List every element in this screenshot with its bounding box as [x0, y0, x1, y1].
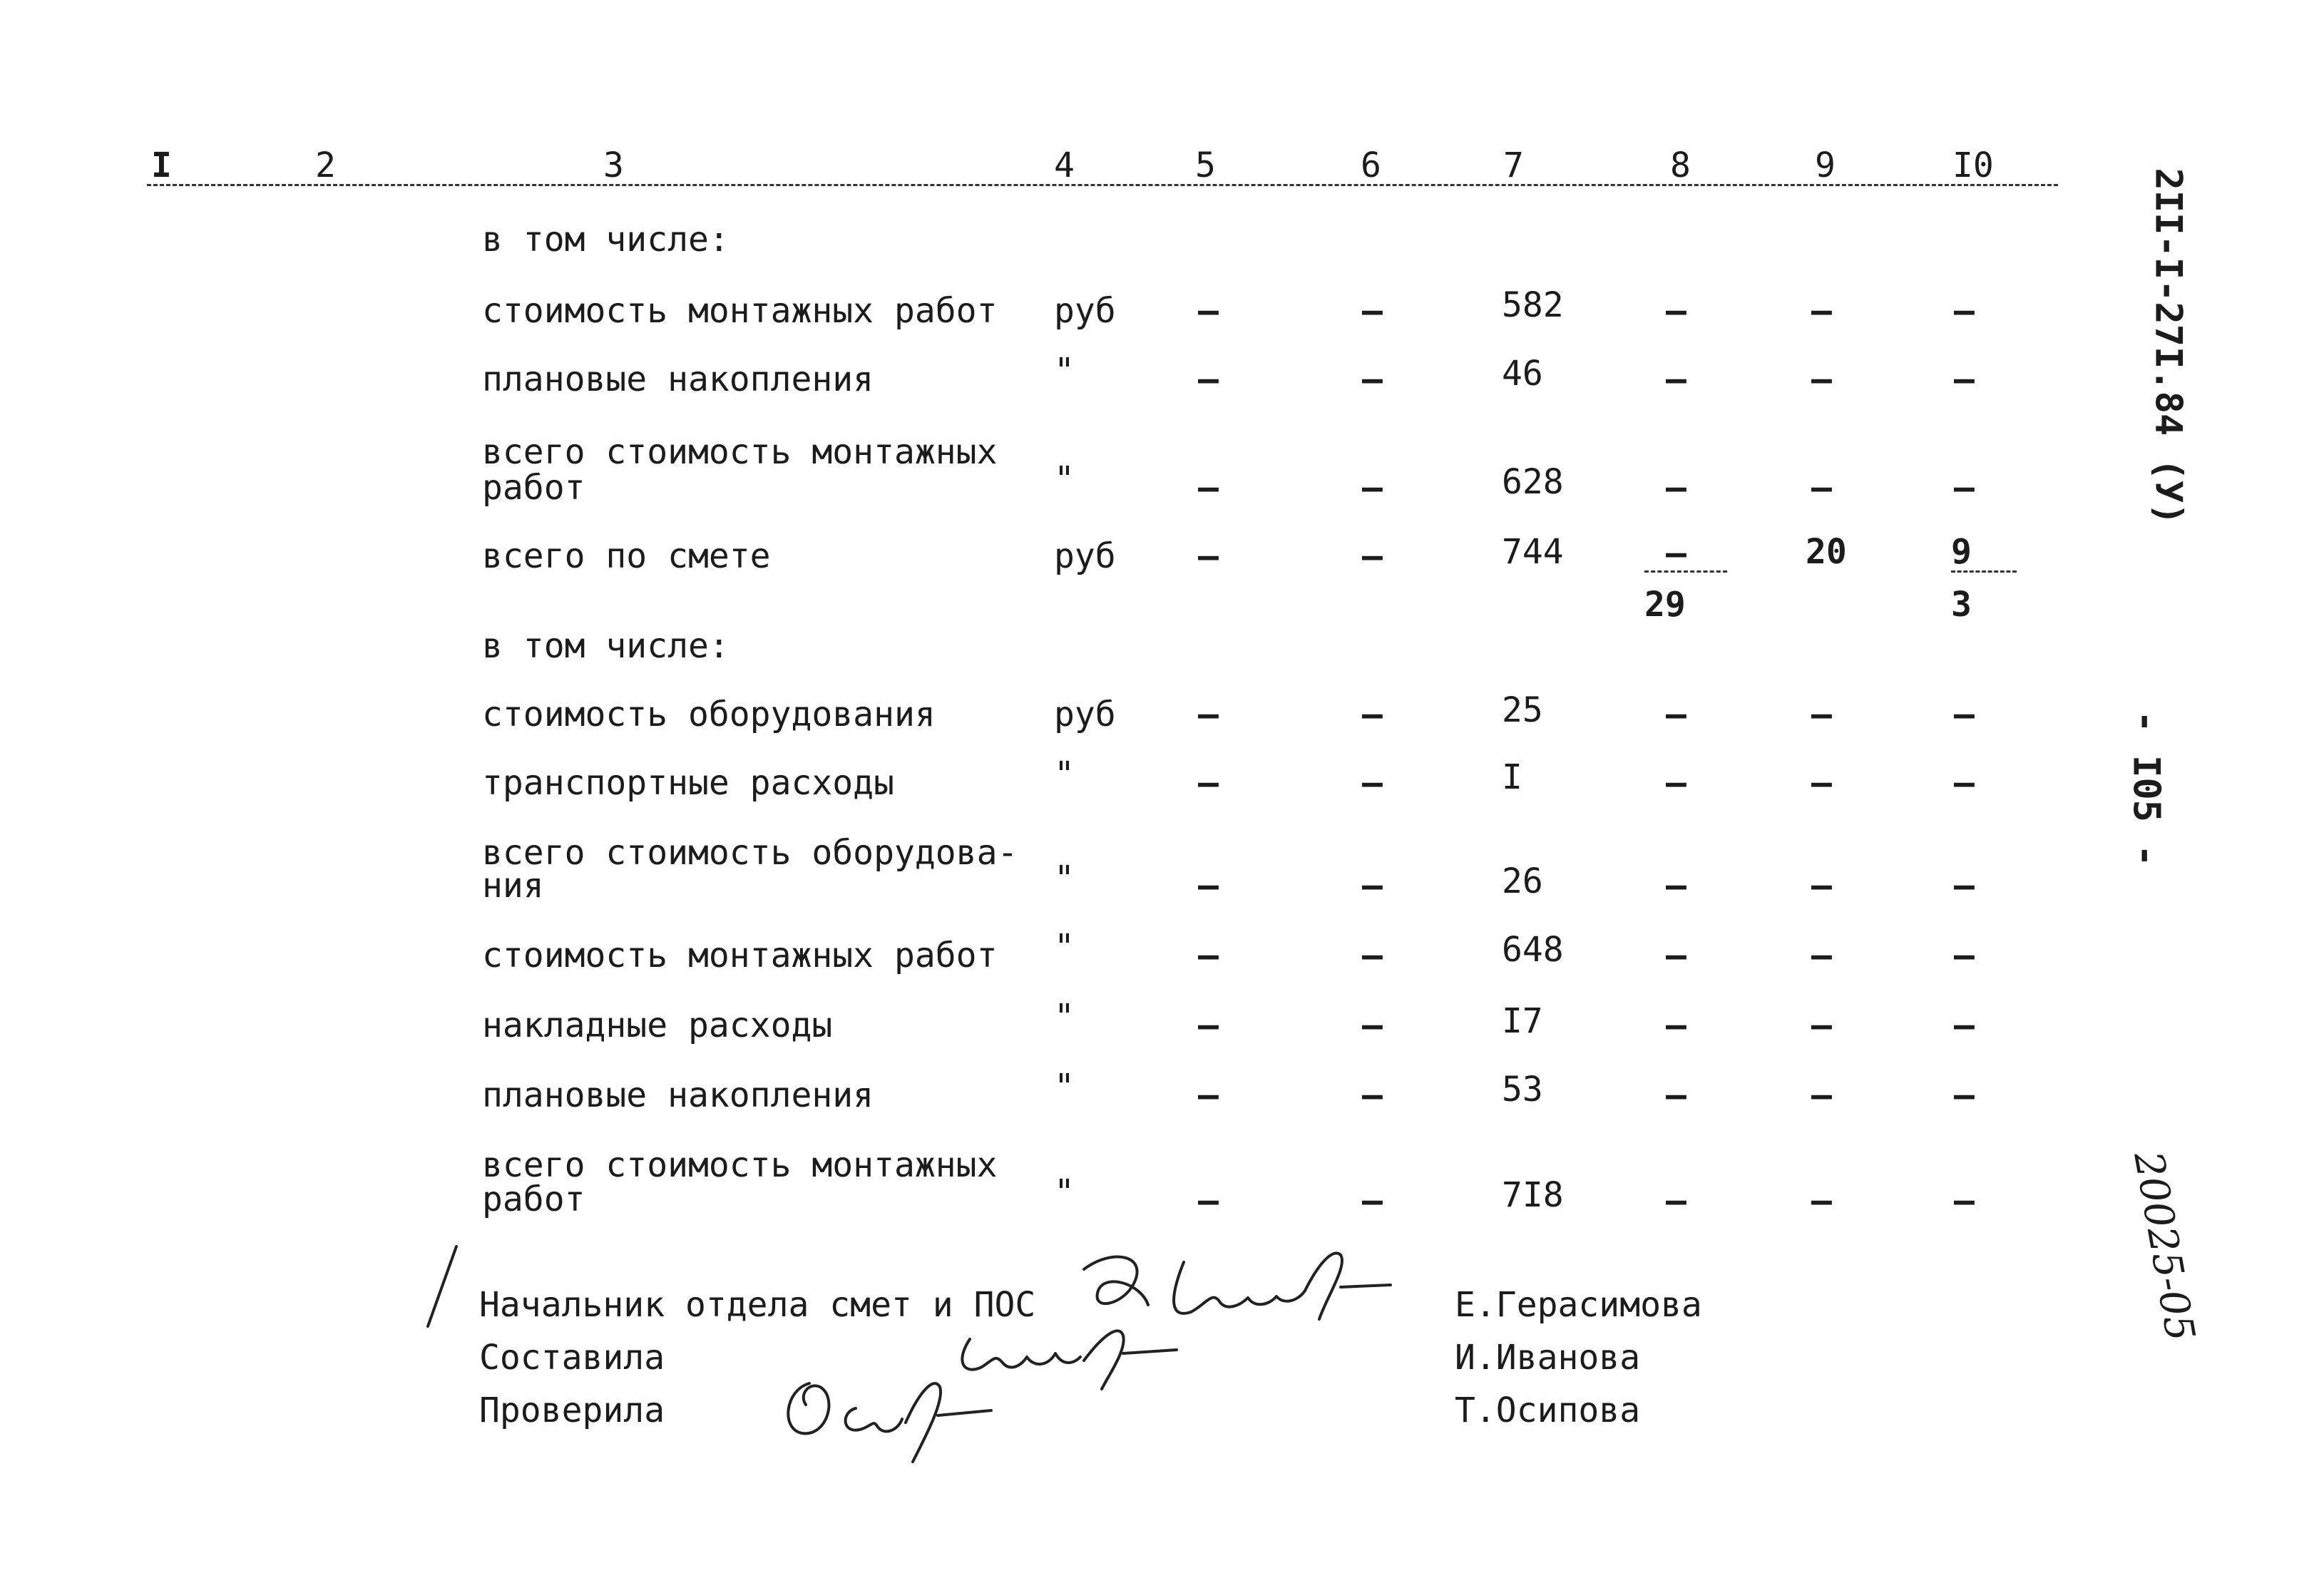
row-description-continued: работ	[482, 1179, 585, 1219]
cell-col6: –	[1362, 936, 1383, 975]
cell-col5: –	[1198, 536, 1219, 576]
cell-col10: –	[1954, 1005, 1975, 1045]
row-description: всего стоимость монтажных	[482, 432, 998, 472]
cell-col8: –	[1666, 1005, 1686, 1045]
signatory-role: Начальник отдела смет и ПОС	[479, 1285, 1036, 1325]
cell-col8: –	[1666, 359, 1686, 399]
cell-col10: –	[1954, 763, 1975, 803]
cell-col7: 744	[1502, 532, 1564, 572]
cell-col9: –	[1811, 1181, 1832, 1221]
cell-col10: –	[1954, 936, 1975, 975]
row-description: всего по смете	[482, 536, 771, 576]
signatory-name: Т.Осипова	[1455, 1390, 1641, 1430]
cell-col7: 648	[1502, 930, 1564, 970]
cell-col8-numerator: –	[1666, 533, 1686, 573]
row-description: стоимость монтажных работ	[482, 936, 998, 975]
cell-col8: –	[1666, 468, 1686, 508]
signatory-role: Проверила	[479, 1390, 665, 1430]
col-header-3: 3	[603, 145, 624, 185]
cell-col5: –	[1198, 936, 1219, 975]
cell-col10: –	[1954, 359, 1975, 399]
row-unit: руб	[1054, 291, 1116, 331]
row-unit: "	[1054, 1172, 1075, 1212]
cell-col10: –	[1954, 1075, 1975, 1115]
cell-col6: –	[1362, 1005, 1383, 1045]
cell-col6: –	[1362, 359, 1383, 399]
cell-col5: –	[1198, 1181, 1219, 1221]
document-code: 2II-I-27I.84 (У)	[2146, 168, 2190, 526]
row-unit: "	[1054, 997, 1075, 1037]
col-header-10: I0	[1952, 145, 1994, 185]
row-description-continued: ния	[482, 866, 544, 906]
cell-col7: 7I8	[1502, 1175, 1564, 1215]
handwritten-signature	[770, 1362, 1013, 1469]
row-unit: руб	[1054, 695, 1116, 734]
cell-col8: –	[1666, 291, 1686, 331]
row-description: плановые накопления	[482, 359, 874, 399]
cell-col7: 53	[1502, 1070, 1543, 1110]
cell-col9: –	[1811, 763, 1832, 803]
row-description: стоимость монтажных работ	[482, 291, 998, 331]
signatory-role: Составила	[479, 1338, 665, 1378]
cell-col5: –	[1198, 1005, 1219, 1045]
header-rule	[147, 184, 2058, 186]
cell-col7: 26	[1502, 861, 1543, 901]
col-header-4: 4	[1054, 145, 1075, 185]
cell-col9: –	[1811, 359, 1832, 399]
cell-col9: –	[1811, 291, 1832, 331]
cell-col6: –	[1362, 866, 1383, 906]
cell-col5: –	[1198, 866, 1219, 906]
cell-col8: –	[1666, 866, 1686, 906]
cell-col7: 25	[1502, 690, 1543, 730]
cell-col8: –	[1666, 936, 1686, 975]
cell-col6: –	[1362, 763, 1383, 803]
row-unit: "	[1054, 927, 1075, 967]
col-header-2: 2	[315, 145, 336, 185]
row-description: стоимость оборудования	[482, 695, 936, 734]
cell-col5: –	[1198, 359, 1219, 399]
page-number: - I05 -	[2124, 710, 2168, 867]
cell-col9: –	[1811, 866, 1832, 906]
cell-col10: –	[1954, 1181, 1975, 1221]
cell-col7: 46	[1502, 354, 1543, 394]
row-description: транспортные расходы	[482, 763, 894, 803]
cell-col5: –	[1198, 763, 1219, 803]
cell-col10: –	[1954, 866, 1975, 906]
cell-col10-denominator: 3	[1951, 585, 1972, 625]
cell-col10-numerator: 9	[1951, 532, 1972, 572]
cell-col9: –	[1811, 936, 1832, 975]
cell-col6: –	[1362, 291, 1383, 331]
fraction-bar-col10	[1951, 570, 2017, 573]
col-header-1: I	[151, 145, 172, 185]
row-description: в том числе:	[482, 220, 730, 260]
cell-col7: 582	[1502, 285, 1564, 325]
col-header-7: 7	[1503, 145, 1524, 185]
signatory-name: Е.Герасимова	[1455, 1285, 1702, 1325]
margin-slash-mark	[421, 1241, 464, 1333]
cell-col5: –	[1198, 291, 1219, 331]
col-header-9: 9	[1815, 145, 1836, 185]
cell-col8: –	[1666, 1075, 1686, 1115]
row-description: в том числе:	[482, 626, 730, 666]
cell-col9: –	[1811, 1075, 1832, 1115]
row-unit: "	[1054, 351, 1075, 391]
row-description: всего стоимость монтажных	[482, 1145, 998, 1185]
row-description: плановые накопления	[482, 1075, 874, 1115]
cell-col10: –	[1954, 695, 1975, 734]
cell-col5: –	[1198, 695, 1219, 734]
row-unit: руб	[1054, 536, 1116, 576]
row-description: накладные расходы	[482, 1005, 833, 1045]
cell-col8: –	[1666, 763, 1686, 803]
row-unit: "	[1054, 859, 1075, 898]
cell-col5: –	[1198, 1075, 1219, 1115]
col-header-5: 5	[1195, 145, 1216, 185]
cell-col8: –	[1666, 1181, 1686, 1221]
fraction-bar-col8	[1644, 570, 1727, 573]
row-unit: "	[1054, 754, 1075, 794]
cell-col10: –	[1954, 291, 1975, 331]
cell-col9: –	[1811, 468, 1832, 508]
cell-col6: –	[1362, 1181, 1383, 1221]
col-header-8: 8	[1670, 145, 1691, 185]
cell-col10: –	[1954, 468, 1975, 508]
row-description-continued: работ	[482, 468, 585, 508]
row-description: всего стоимость оборудова-	[482, 833, 1018, 873]
cell-col6: –	[1362, 468, 1383, 508]
cell-col7: 628	[1502, 462, 1564, 502]
cell-col7: I	[1502, 757, 1522, 797]
cell-col8-denominator: 29	[1644, 585, 1686, 625]
cell-col9: –	[1811, 695, 1832, 734]
cell-col6: –	[1362, 695, 1383, 734]
cell-col6: –	[1362, 536, 1383, 576]
cell-col9: –	[1811, 1005, 1832, 1045]
row-unit: "	[1054, 459, 1075, 499]
cell-col9: 20	[1806, 532, 1847, 572]
row-unit: "	[1054, 1067, 1075, 1107]
handwritten-code: 20025-05	[2124, 1148, 2203, 1345]
cell-col6: –	[1362, 1075, 1383, 1115]
cell-col8: –	[1666, 695, 1686, 734]
col-header-6: 6	[1361, 145, 1381, 185]
cell-col5: –	[1198, 468, 1219, 508]
cell-col7: I7	[1502, 1001, 1543, 1041]
signatory-name: И.Иванова	[1455, 1338, 1641, 1378]
